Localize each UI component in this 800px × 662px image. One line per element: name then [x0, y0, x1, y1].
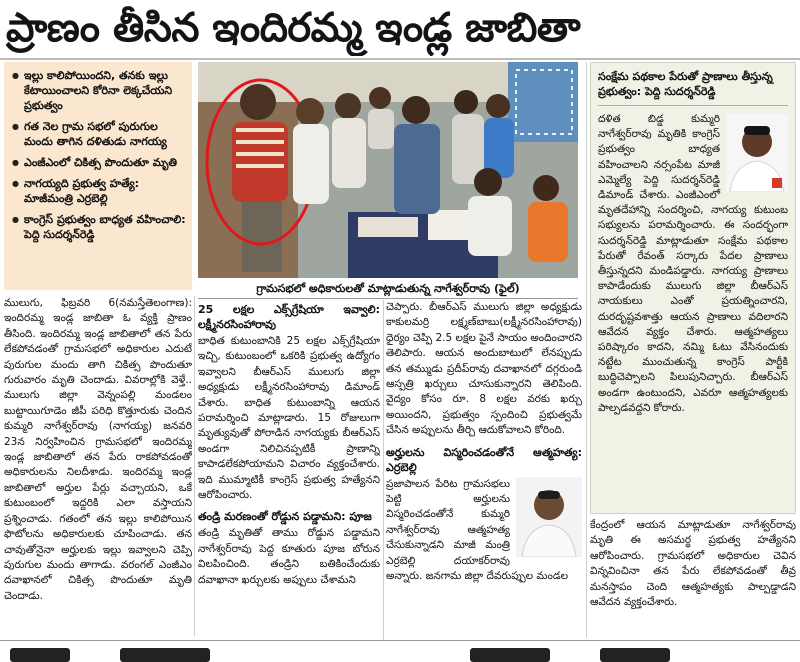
- article-column-2: [198, 300, 380, 640]
- errabelli-portrait: [516, 477, 582, 557]
- article-body: చెప్పారు. బీఆర్‌ఎస్ ములుగు జిల్లా అధ్యక్షుడు కాకులమర్రి లక్ష్మణ్‌బాబు(లక్ష్మీనరసింహారావు) ధైర్యం చెప్పి 2.5 లక్షల పైనే సాయం అందించారని తెలిపారు. ఆయన అందుబాటులో లేనప్పుడు తన తమ్ముడు ప్రదీప్‌రావు దవాఖానలో దగ్గరుండి ఆస్పత్రి ఖర్చులు చూసుకున్నారని తెలిపింది. వైద్యం కోసం రూ. 8 లక్షల వరకు ఖర్చు అయిందని, ప్రభుత్వం స్పందించి ప్రభుత్వమే చేసిన అప్పులను తీర్చి ఆదుకోవాలని కోరింది.: [386, 301, 582, 437]
- article-body: ములుగు, ఫిబ్రవరి 6(నమస్తేతెలంగాణ): ఇందిరమ్మ ఇండ్ల జాబితా ఓ వ్యక్తి ప్రాణం తీసింది. ఇందిరమ్మ ఇండ్ల జాబితాలో తన పేరు లేకపోవడంతో గ్రామసభలో అధికారుల ఎదుటే పురుగుల మందు తాగి చికిత్స పొందుతూ గురువారం మృతి చెందాడు. వివరాల్లోకి వెళ్తే.. ములుగు జిల్లా వెన్నంపల్లి మండలం బుట్టాయిగూడెం జీపీ పరిధి కొత్తూరుకు చెందిన కుమ్మరి నాగేశ్వర్‌రావు (నాగయ్య) జనవరి 23న నిర్వహించిన గ్రామసభలో ఇందిరమ్మ ఇండ్ల జాబితాలో తన పేరు రాకపోవడంతో అధికారులను నిలదీశాడు. ఇందిరమ్మ ఇండ్ల జాబితాలో అర్హుల పేర్లు వచ్చాయని, ఒకే కుటుంబంలో ఇద్దరికి ఎలా వస్తాయని ప్రశ్నించాడు. గతంలో తన ఇల్లు కాలిపోయిన ఫొటోలను అధికారులకు చూపించాడు. తన చావుతోనైనా అర్హులకు ఇల్లు ఇవ్వాలని చెప్పి పురుగుల మందు తాగాడు. వరంగల్ ఎంజీఎం దవాఖానలో చికిత్స పొందుతూ మృతి చెందాడు.: [4, 297, 192, 602]
- sidebar-story: [590, 62, 796, 514]
- article-body: కేంద్రంలో ఆయన మాట్లాడుతూ నాగేశ్వర్‌రావు మృతి ఈ అసమర్థ ప్రభుత్వ హత్యేనని ఆరోపించారు. గ్రామసభలో అధికారుల చెవిన విన్నవించినా తన పేరు లేకపోవడంతో తీవ్ర మనస్తాపం చెంది ఆత్మహత్యకు పాల్పడ్డాడని ఆవేదన వ్యక్తంచేశారు.: [590, 519, 796, 609]
- article-body: ప్రజాపాలన పేరిట గ్రామసభలు పెట్టి అర్హులను విస్మరించడంతోనే కుమ్మరి నాగేశ్వర్‌రావు ఆత్మహత్య చేసుకున్నాడని మాజీ మంత్రి ఎర్రబెల్లి దయాకర్‌రావు అన్నారు. జనగామ జిల్లా దేవరుప్పుల మండల: [386, 477, 569, 583]
- highlights-box: [4, 62, 192, 290]
- highlight-item: ● ఇల్లు కాలిపోయిందని, తనకు ఇల్లు కేటాయించాలని కోరినా లెక్కచేయని ప్రభుత్వం: [12, 68, 186, 113]
- article-column-1: [4, 296, 192, 616]
- article-column-4: [590, 518, 796, 638]
- sidebar-headline: సంక్షేమ పథకాల పేరుతో ప్రాణాలు తీస్తున్న ప్రభుత్వం: పెద్ది సుదర్శన్‌రెడ్డి: [598, 69, 788, 106]
- gram-sabha-photo: [198, 62, 578, 278]
- photo-caption: గ్రామసభలో అధికారులతో మాట్లాడుతున్న నాగేశ్వర్‌రావు (ఫైల్): [198, 279, 578, 299]
- next-headline-strip: [0, 645, 800, 662]
- article-body: తండ్రి మృతితో తాము రోడ్డున పడ్డామని నాగేశ్వర్‌రావు పెద్ద కూతురు పూజ బోరున విలపించింది. తండ్రిని బతికించేందుకు దవాఖానా ఖర్చులకు అప్పులు చేశామని: [198, 527, 380, 586]
- subheading-exgratia: 25 లక్షల ఎక్స్‌గ్రేషియా ఇవ్వాలి: లక్ష్మీనరసింహారావు: [198, 303, 380, 331]
- article-column-3: [386, 300, 582, 640]
- article-body: బాధిత కుటుంబానికి 25 లక్షల ఎక్స్‌గ్రేషియా ఇచ్చి, కుటుంబంలో ఒకరికి ప్రభుత్వ ఉద్యోగం ఇవ్వాలని బీఆర్‌ఎస్ ములుగు జిల్లా అధ్యక్షుడు లక్ష్మీనరసింహారావు డిమాండ్ చేశారు. బాధిత కుటుంబాన్ని ఆయన పరామర్శించి మాట్లాడారు. 15 రోజులుగా మృత్యువుతో పోరాడిన నాగయ్యకు బీఆర్‌ఎస్ అండగా నిలిచినప్పటికీ ప్రాణాన్ని కాపాడలేకపోయామని విచారం వ్యక్తంచేశారు. ఇది ముమ్మాటికీ కాంగ్రెస్ ప్రభుత్వ హత్యేనని ఆరోపించారు.: [198, 335, 380, 502]
- highlight-item: ● కాంగ్రెస్ ప్రభుత్వం బాధ్యత వహించాలి: పెద్ది సుదర్శన్‌రెడ్డి: [12, 212, 186, 242]
- column-divider: [383, 300, 384, 640]
- sidebar-body: దళిత బిడ్డ కుమ్మరి నాగేశ్వర్‌రావు మృతికి కాంగ్రెస్ ప్రభుత్వం బాధ్యత వహించాలని నర్సంపేట మాజీ ఎమ్మెల్యే పెద్ది సుదర్శన్‌రెడ్డి డిమాండ్ చేశారు. ఎంజీఎంలో మృతదేహాన్ని సందర్శించి, నాగయ్య కుటుంబ సభ్యులను పరామర్శించారు. ఈ సందర్భంగా సుదర్శన్‌రెడ్డి మాట్లాడుతూ సంక్షేమ పథకాల పేరుతో రేవంత్ సర్కారు పేదల ప్రాణాలు తీస్తున్నదని మండిపడ్డారు. నాగయ్య ప్రాణాలు కాపాడేందుకు ములుగు జిల్లా బీఆర్‌ఎస్ నాయకులు ఎంతో ప్రయత్నించారని, దురదృష్టవశాత్తు ఆయన ప్రాణాలు వదిలారని ఆవేదన వ్యక్తం చేశారు. ఆత్మహత్యలు పరిష్కారం కాదని, నమ్మి ఓటు వేసినందుకు నట్టేట ముంచుతున్న కాంగ్రెస్ పార్టీకి బుద్ధిచెప్పాలని పిలుపునిచ్చారు. బీఆర్‌ఎస్ అండగా ఉంటుందని, ఎవరూ ఆత్మహత్యలకు పాల్పడవద్దని కోరారు.: [598, 113, 788, 414]
- sudarshan-reddy-portrait: [726, 114, 788, 192]
- headline-rule: [0, 58, 800, 60]
- bottom-rule: [0, 640, 800, 641]
- column-divider: [194, 296, 195, 636]
- page-headline: ప్రాణం తీసిన ఇందిరమ్మ ఇండ్ల జాబితా: [6, 5, 581, 51]
- highlight-item: ● నాగయ్యది ప్రభుత్వ హత్యే: మాజీమంత్రి ఎర్రబెల్లి: [12, 176, 186, 206]
- highlight-item: ● ఎంజీఎంలో చికిత్స పొందుతూ మృతి: [12, 155, 186, 170]
- subheading-errabelli: అర్హులను విస్మరించడంతోనే ఆత్మహత్య: ఎర్రబెల్లి: [386, 445, 582, 474]
- highlight-item: ● గత నెల గ్రామ సభలో పురుగుల మందు తాగిన దళితుడు నాగయ్య: [12, 119, 186, 149]
- subheading-daughter: తండ్రి మరణంతో రోడ్డున పడ్డామని: పూజ: [198, 510, 372, 524]
- column-divider: [586, 62, 587, 638]
